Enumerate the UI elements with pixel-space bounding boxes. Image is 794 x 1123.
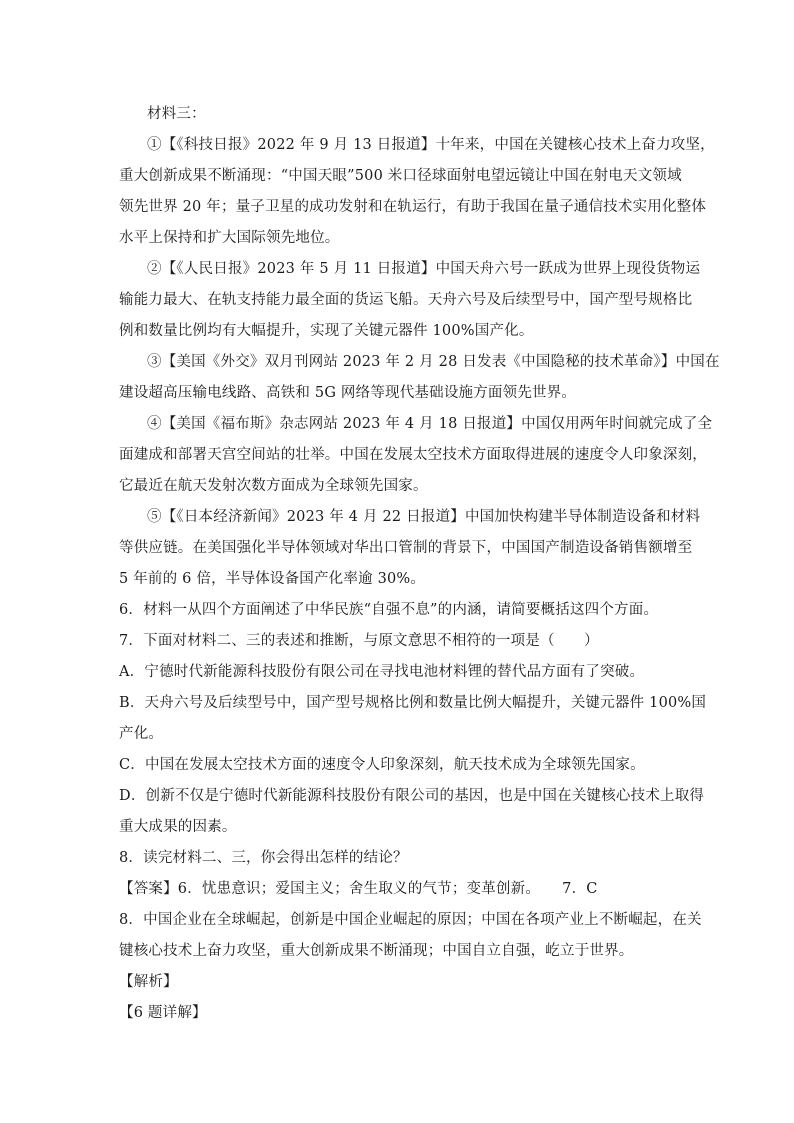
item1-line2: 重大创新成果不断涌现：“中国天眼”500 米口径球面射电望远镜让中国在射电天文领域 — [119, 168, 682, 184]
item2-line1: ②【《人民日报》2023 年 5 月 11 日报道】中国天舟六号一跃成为世界上现役货物运 — [147, 261, 701, 277]
option-b-line1: B．天舟六号及后续型号中，国产型号规格比例和数量比例大幅提升，关键元器件 100%国 — [119, 695, 707, 711]
item5-line3: 5 年前的 6 倍，半导体设备国产化率逾 30%。 — [119, 571, 426, 587]
item2-line3: 例和数量比例均有大幅提升，实现了关键元器件 100%国产化。 — [119, 323, 534, 339]
analysis-sub-heading: 【6 题详解】 — [119, 1005, 207, 1021]
answer-line3: 键核心技术上奋力攻坚，重大创新成果不断涌现；中国自立自强，屹立于世界。 — [119, 943, 634, 959]
question-7: 7．下面对材料二、三的表述和推断，与原文意思不相符的一项是（ ） — [119, 633, 599, 649]
item4-line1: ④【美国《福布斯》杂志网站 2023 年 4 月 18 日报道】中国仅用两年时间就完成了全 — [147, 416, 713, 432]
option-d-line1: D．创新不仅是宁德时代新能源科技股份有限公司的基因，也是中国在关键核心技术上取得 — [119, 788, 705, 804]
item1-line1: ①【《科技日报》2022 年 9 月 13 日报道】十年来，中国在关键核心技术上奋力攻坚， — [147, 137, 715, 153]
analysis-heading: 【解析】 — [119, 974, 178, 990]
option-c: C．中国在发展太空技术方面的速度令人印象深刻，航天技术成为全球领先国家。 — [119, 757, 645, 773]
item5-line2: 等供应链。在美国强化半导体领域对华出口管制的背景下，中国国产制造设备销售额增至 — [119, 540, 693, 556]
item1-line4: 水平上保持和扩大国际领先地位。 — [119, 230, 340, 246]
option-b-line2: 产化。 — [119, 726, 164, 742]
item4-line2: 面建成和部署天宫空间站的壮举。中国在发展太空技术方面取得进展的速度令人印象深刻， — [119, 447, 707, 463]
question-6: 6．材料一从四个方面阐述了中华民族“自强不息”的内涵，请简要概括这四个方面。 — [119, 602, 659, 618]
item3-line1: ③【美国《外交》双月刊网站 2023 年 2 月 28 日发表《中国隐秘的技术革命》】中国在 — [147, 354, 720, 370]
item5-line1: ⑤【《日本经济新闻》2023 年 4 月 22 日报道】中国加快构建半导体制造设备和材料 — [147, 509, 701, 525]
option-a: A．宁德时代新能源科技股份有限公司在寻找电池材料锂的替代品方面有了突破。 — [119, 664, 645, 680]
answer-line2: 8．中国企业在全球崛起，创新是中国企业崛起的原因；中国在各项产业上不断崛起，在关 — [119, 912, 702, 928]
question-8: 8．读完材料二、三，你会得出怎样的结论？ — [119, 850, 408, 866]
item3-line2: 建设超高压输电线路、高铁和 5G 网络等现代基础设施方面领先世界。 — [119, 385, 577, 401]
item4-line3: 它最近在航天发射次数方面成为全球领先国家。 — [119, 478, 428, 494]
option-d-line2: 重大成果的因素。 — [119, 819, 237, 835]
item1-line3: 领先世界 20 年；量子卫星的成功发射和在轨运行，有助于我国在量子通信技术实用化整体 — [119, 199, 707, 215]
material3-heading: 材料三： — [147, 106, 206, 122]
answer-line1: 【答案】6．忧患意识；爱国主义；舍生取义的气节；变革创新。 7．C — [119, 881, 598, 897]
item2-line2: 输能力最大、在轨支持能力最全面的货运飞船。天舟六号及后续型号中，国产型号规格比 — [119, 292, 693, 308]
